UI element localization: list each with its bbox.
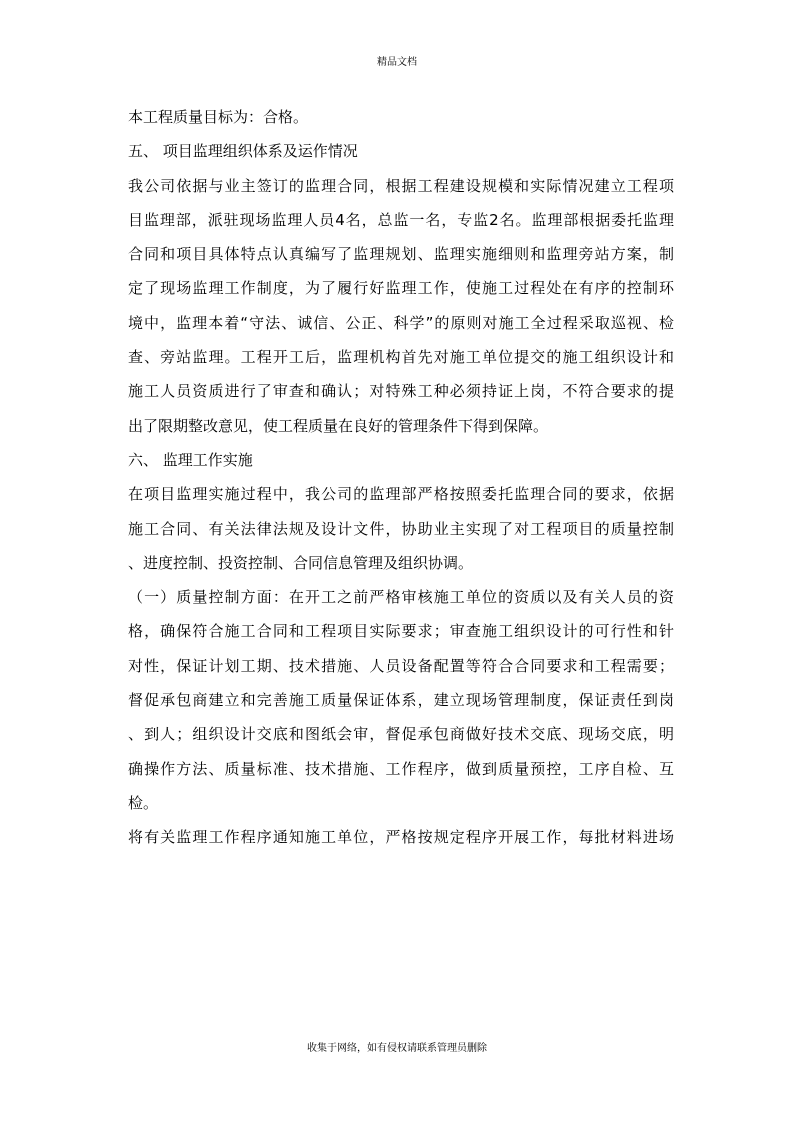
text-line: 六、 监理工作实施: [128, 450, 253, 469]
text-line: 境中，监理本着“守法、诚信、公正、科学”的原则对施工全过程采取巡视、检: [128, 313, 674, 332]
text-line: 查、旁站监理。工程开工后，监理机构首先对施工单位提交的施工组织设计和: [128, 348, 674, 367]
text-line: 督促承包商建立和完善施工质量保证体系，建立现场管理制度，保证责任到岗: [128, 691, 674, 710]
text-line: 本工程质量目标为：合格。: [128, 108, 309, 126]
text-line: 将有关监理工作程序通知施工单位，严格按规定程序开展工作，每批材料进场: [128, 828, 674, 847]
text-line: 确操作方法、质量标准、技术措施、工作程序，做到质量预控，工序自检、互: [128, 759, 674, 778]
document-body: [128, 100, 674, 855]
text-line: 五、 项目监理组织体系及运作情况: [128, 142, 358, 161]
text-line: 对性，保证计划工期、技术措施、人员设备配置等符合合同要求和工程需要；: [128, 656, 674, 675]
text-line: 合同和项目具体特点认真编写了监理规划、监理实施细则和监理旁站方案，制: [128, 245, 674, 264]
text-line: 定了现场监理工作制度，为了履行好监理工作，使施工过程处在有序的控制环: [128, 279, 674, 298]
text-line: 在项目监理实施过程中，我公司的监理部严格按照委托监理合同的要求，依据: [128, 485, 674, 504]
page-header: 精品文档: [377, 57, 417, 68]
text-line: 格，确保符合施工合同和工程项目实际要求；审查施工组织设计的可行性和针: [128, 622, 674, 641]
text-line: （一）质量控制方面：在开工之前严格审核施工单位的资质以及有关人员的资: [128, 588, 674, 607]
text-line: 施工人员资质进行了审查和确认；对特殊工种必须持证上岗，不符合要求的提: [128, 382, 674, 401]
text-line: 、进度控制、投资控制、合同信息管理及组织协调。: [128, 553, 474, 572]
text-line: 、到人；组织设计交底和图纸会审，督促承包商做好技术交底、现场交底，明: [128, 725, 674, 744]
text-line: 目监理部，派驻现场监理人员4名，总监一名，专监2名。监理部根据委托监理: [128, 210, 674, 229]
text-line: 出了限期整改意见，使工程质量在良好的管理条件下得到保障。: [128, 416, 549, 435]
page-footer: 收集于网络，如有侵权请联系管理员删除: [307, 1043, 487, 1054]
text-line: 施工合同、有关法律法规及设计文件，协助业主实现了对工程项目的质量控制: [128, 519, 674, 538]
text-line: 检。: [128, 793, 159, 812]
text-line: 我公司依据与业主签订的监理合同，根据工程建设规模和实际情况建立工程项: [128, 176, 674, 195]
